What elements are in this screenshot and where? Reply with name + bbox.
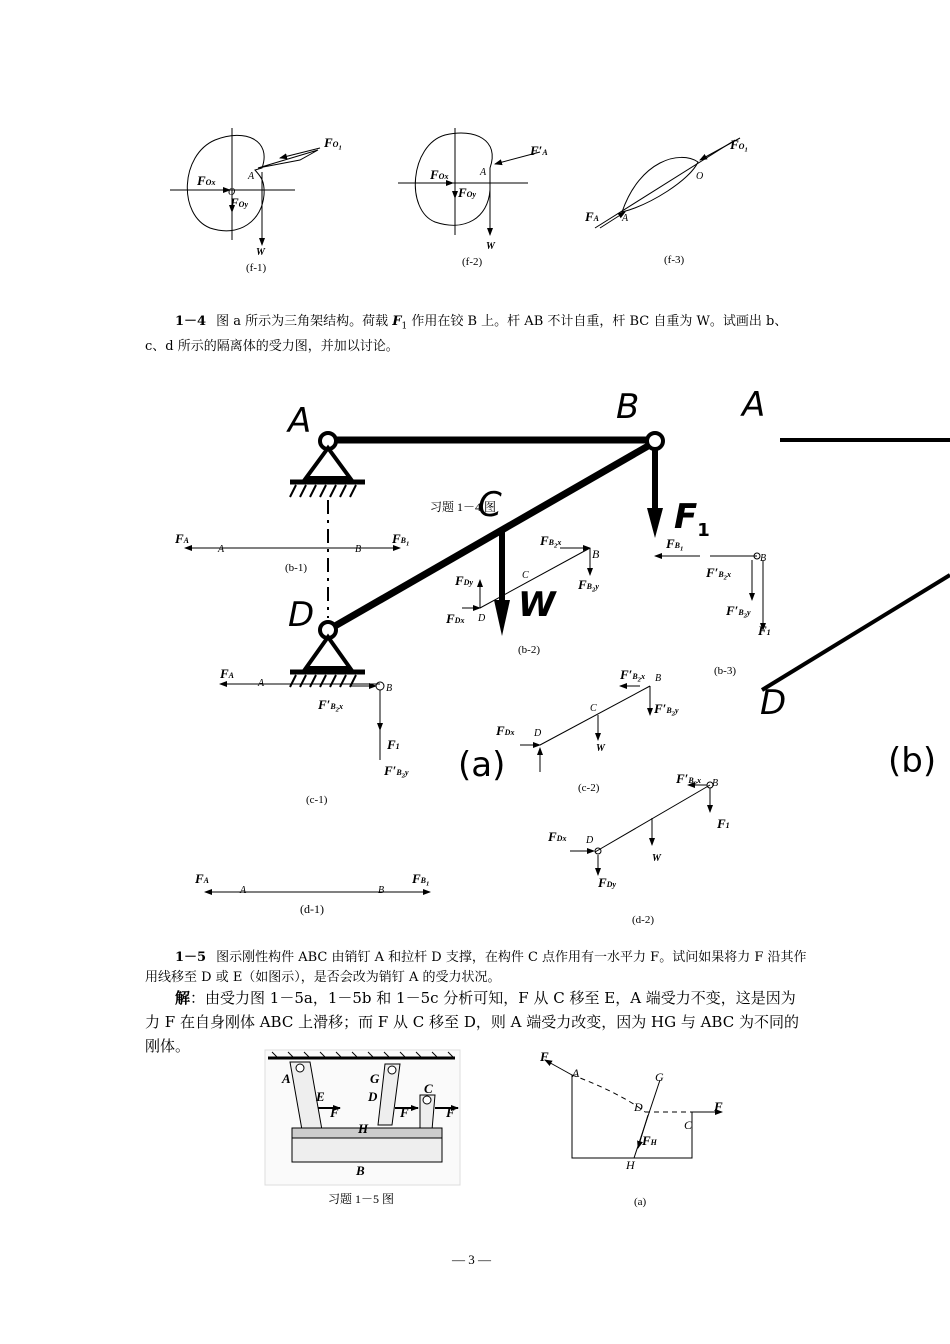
b3-label-FB1: $FB_1$ bbox=[666, 536, 684, 553]
f3-label-FA: FA bbox=[585, 209, 600, 224]
figure-1-4-caption: 习题 1－4 图 bbox=[430, 500, 497, 514]
d2-label-B: B bbox=[712, 778, 719, 789]
main-label-A: A bbox=[288, 401, 312, 441]
b2-label-FDx: FDx bbox=[446, 611, 465, 626]
f15-label-A: A bbox=[282, 1071, 291, 1086]
fa-label-FH: FH bbox=[642, 1133, 657, 1148]
f2-label-Foy: FOy bbox=[458, 185, 476, 200]
figure-1-5-caption: 习题 1－5 图 bbox=[328, 1192, 395, 1206]
f2-caption: (f-2) bbox=[462, 256, 483, 268]
b2-label-D: D bbox=[478, 613, 486, 624]
f3-label-O: O bbox=[696, 171, 704, 182]
d1-label-A: A bbox=[240, 885, 247, 896]
f15-label-C: C bbox=[424, 1081, 433, 1096]
b1-label-FA: FA bbox=[175, 531, 190, 546]
c2-label-D: D bbox=[534, 728, 542, 739]
b2-label-B: B bbox=[592, 547, 600, 561]
main-label-a: (a) bbox=[458, 745, 506, 785]
f3-label-FO1: $FO_1$ bbox=[730, 137, 748, 154]
problem-1-5-number: 1－5 bbox=[175, 950, 207, 965]
main-label-B: B bbox=[616, 387, 640, 427]
d2-label-W: W bbox=[652, 853, 661, 864]
problem-1-4-number: 1－4 bbox=[175, 314, 207, 329]
c2-caption: (c-2) bbox=[578, 782, 600, 794]
main-label-F1: $F_1$ bbox=[674, 497, 710, 541]
right-label-D: D bbox=[760, 683, 787, 723]
f2-label-W: W bbox=[486, 241, 495, 252]
f15-label-F1: F bbox=[330, 1105, 339, 1120]
fa-label-G: G bbox=[655, 1070, 664, 1084]
main-label-b: (b) bbox=[888, 741, 937, 781]
f2-label-FA: F′A bbox=[530, 143, 548, 158]
c1-label-FB2x: $F'B_2x$ bbox=[318, 697, 343, 714]
c2-label-W: W bbox=[596, 743, 605, 754]
f3-caption: (f-3) bbox=[664, 254, 685, 266]
d1-label-B: B bbox=[378, 885, 385, 896]
b3-label-B: B bbox=[760, 553, 767, 564]
c2-label-FDx: FDx bbox=[496, 723, 515, 738]
f1-label-Foy: FOy bbox=[230, 195, 248, 210]
fa-label-A: A bbox=[572, 1066, 580, 1080]
d1-label-FB1: $FB_1$ bbox=[412, 871, 430, 888]
f1-label-W: W bbox=[256, 247, 265, 258]
d2-label-F1: F1 bbox=[717, 816, 730, 831]
c2-label-B: B bbox=[655, 673, 662, 684]
b3-label-FB2y: $F'B_2y$ bbox=[726, 603, 751, 620]
right-label-A: A bbox=[742, 385, 766, 425]
b2-caption: (b-2) bbox=[518, 644, 540, 656]
f1-label-F-O1: $FO_1$ bbox=[324, 135, 342, 152]
f1-label-A: A bbox=[248, 171, 255, 182]
f15-label-B: B bbox=[356, 1163, 365, 1178]
fa-label-F: F bbox=[540, 1049, 549, 1064]
f15-label-E: E bbox=[316, 1089, 325, 1104]
f1-label-O: O bbox=[228, 187, 236, 198]
c2-label-C: C bbox=[590, 703, 597, 714]
fa-label-H: H bbox=[626, 1158, 635, 1172]
b2-label-FB2y: $FB_2y$ bbox=[578, 577, 599, 594]
problem-1-5-body: 图示刚性构件 ABC 由销钉 A 和拉杆 D 支撑，在构件 C 点作用有一水平力 F。试问如果将力 F 沿其作用线移至 D 或 E（如图示），是否会改为销钉 A 的受力状况。 bbox=[145, 950, 807, 985]
f3-label-A: A bbox=[622, 213, 629, 224]
b2-label-FB2x: $FB_2x$ bbox=[540, 533, 562, 550]
problem-1-4-text-before: 图 a 所示为三角架结构。荷载 bbox=[216, 314, 393, 329]
f15-label-F2: F bbox=[400, 1105, 409, 1120]
b1-label-FB1: $FB_1$ bbox=[392, 531, 410, 548]
b3-label-FB2x: $F'B_2x$ bbox=[706, 565, 731, 582]
f15-label-H: H bbox=[358, 1121, 369, 1136]
b1-caption: (b-1) bbox=[285, 562, 307, 574]
f2-label-A: A bbox=[480, 167, 487, 178]
d2-label-D: D bbox=[586, 835, 594, 846]
b1-label-A: A bbox=[218, 544, 225, 555]
main-label-D: D bbox=[288, 595, 315, 635]
fa-label-F2: F bbox=[714, 1099, 723, 1114]
page-number: — 3 — bbox=[452, 1252, 491, 1267]
d1-caption: (d-1) bbox=[300, 902, 324, 916]
main-label-W: W bbox=[518, 585, 556, 625]
main-label-C: C bbox=[478, 485, 502, 525]
figure-1-5-a-caption: (a) bbox=[634, 1196, 647, 1208]
c2-label-FB2y: $F'B_2y$ bbox=[654, 701, 679, 718]
d2-label-FB2x: $F'B_2x$ bbox=[676, 771, 701, 788]
problem-1-4-force: F bbox=[392, 314, 402, 329]
d1-label-FA: FA bbox=[195, 871, 210, 886]
f2-label-Fox: FOx bbox=[430, 167, 449, 182]
c1-label-F1: F1 bbox=[387, 737, 400, 752]
b1-label-B: B bbox=[355, 544, 362, 555]
f15-label-F3: F bbox=[446, 1105, 455, 1120]
c1-label-FB2y: $F'B_2y$ bbox=[384, 763, 409, 780]
d2-caption: (d-2) bbox=[632, 914, 654, 926]
c1-label-A: A bbox=[258, 678, 265, 689]
c1-label-B: B bbox=[386, 683, 393, 694]
fa-label-C: C bbox=[684, 1118, 693, 1132]
solution-label: 解 bbox=[175, 989, 191, 1007]
d2-label-FDx: FDx bbox=[548, 829, 567, 844]
f15-label-D: D bbox=[368, 1089, 378, 1104]
solution-text: ：由受力图 1－5a，1－5b 和 1－5c 分析可知，F 从 C 移至 E，A 端受力不变，这是因为力 F 在自身刚体 ABC 上滑移；而 F 从 C 移至 D，则 A 端受力改变，因为 HG 与 ABC 为不同的刚体。 bbox=[145, 989, 799, 1055]
b2-label-FDy: FDy bbox=[455, 573, 473, 588]
c1-label-FA: FA bbox=[220, 666, 235, 681]
c2-label-FB2x: $F'B_2x$ bbox=[620, 667, 645, 684]
f1-caption: (f-1) bbox=[246, 262, 267, 274]
problem-1-4-force-sub: 1 bbox=[401, 321, 408, 332]
b3-label-F1: F1 bbox=[758, 623, 771, 638]
fa-label-D: D bbox=[634, 1100, 643, 1114]
b2-label-C: C bbox=[522, 570, 529, 581]
f15-label-G: G bbox=[370, 1071, 380, 1086]
b3-caption: (b-3) bbox=[714, 665, 736, 677]
f1-label-Fox: FOx bbox=[197, 173, 216, 188]
problem-1-4-text-after: 作用在铰 B 上。杆 AB 不计自重，杆 BC 自重为 W。试画出 b、c、d 所示的隔离体的受力图，并加以讨论。 bbox=[145, 314, 788, 354]
d2-label-FDy: FDy bbox=[598, 875, 616, 890]
c1-caption: (c-1) bbox=[306, 794, 328, 806]
